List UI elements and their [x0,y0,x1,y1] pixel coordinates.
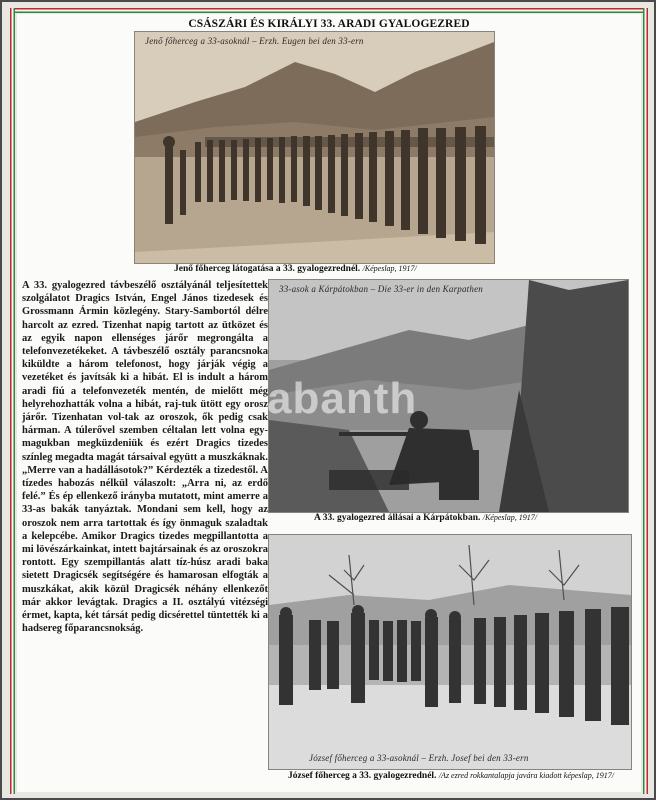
photo-josef-postcard-text: József főherceg a 33-asoknál – Erzh. Josef bei den 33-ern [309,753,529,763]
photo-carpathians-caption-title: A 33. gyalogezred állásai a Kárpátokban. [314,513,481,523]
page-title: CSÁSZÁRI ÉS KIRÁLYI 33. ARADI GYALOGEZRED [188,18,470,30]
photo-carpathians-caption [314,513,537,523]
flag-border-left [10,8,15,794]
photo-eugen-caption [174,264,417,274]
photo-carpathians-postcard-text: 33-asok a Kárpátokban – Die 33-er in den Karpathen [279,284,483,294]
photo-josef-caption [288,771,614,781]
photo-archduke-josef [268,534,632,770]
photo-eugen-caption-title: Jenő főherceg látogatása a 33. gyalogezrednél. [174,264,361,274]
collector-card [2,2,654,798]
card-content [17,14,641,792]
flag-border-top [10,8,646,13]
photo-eugen-image [135,32,494,263]
photo-eugen-caption-source: /Képeslap, 1917/ [362,264,417,273]
photo-josef-image [269,535,631,769]
watermark: abanth [267,374,418,423]
photo-archduke-eugen [134,31,495,264]
flag-border-right [643,8,648,794]
photo-josef-caption-title: József főherceg a 33. gyalogezrednél. [288,771,437,781]
photo-carpathians-caption-source: /Képeslap, 1917/ [482,513,537,522]
article-paragraph: A 33. gyalogezred távbeszélő osztályánál teljesítettek szolgálatot Dragics István, Engel János tizedesek és Grossmann Ármin közlegény. Stary-Sambortól délre harcolt az ezred. Tizenhat napig tartott az ütközet és az egyik napon ellenséges járőr megrongálta a telefonvezetékeket. A távbeszélő osztály parancsnoka kiküldte a három telefonost, hogy járják végig a vezetéket és javítsák ki a hibát. El is indult a három aradi fiú a telefonvezeték mentén, de mielőtt még helyrehozhatták volna a hibát, raj-tuk ütött egy orosz járőr. Tizenhatan vol-tak az oroszok, ők pedig csak hárman. A túlerővel szemben céltalan lett volna egy-magukban megküzdeniük és ezért Dragics tizedes színleg megadta magát társaival együtt a muszkáknak. „Merre van a hadállásotok?” Kérdezték a tizedestől. A tízedes habozás nélkül válaszolt: „Arra ni, az erdő felé.” És ép ellenkező irányba mutatott, mint amerre a 33-as bakák tanyáztak. Mondani sem kell, hogy az oroszok nem arra tartottak és így önmaguk szaladtak a kelepcébe. Amikor Dragics tizedes megpillantotta a mi lövészárkainkat, intett bajtársainak és az oroszokra rontott. Egy szempillantás alatt tíz-húsz aradi baka sietett Dragicsék segítségére és hamarosan elfogták a muszkákat, akik közül Dragicsék néhány ellenkezőt már akkor levágtak. Dragics a II. osztályú vitézségi érmet, kapta, két társát pedig dicsérettel tüntették ki a hadsereg főparancsnokság. [22,280,268,635]
photo-josef-caption-source: /Az ezred rokkantalapja javára kiadott képeslap, 1917/ [438,771,614,780]
article-text [22,279,268,635]
photo-eugen-postcard-text: Jenő főherceg a 33-asoknál – Erzh. Eugen bei den 33-ern [145,36,364,46]
